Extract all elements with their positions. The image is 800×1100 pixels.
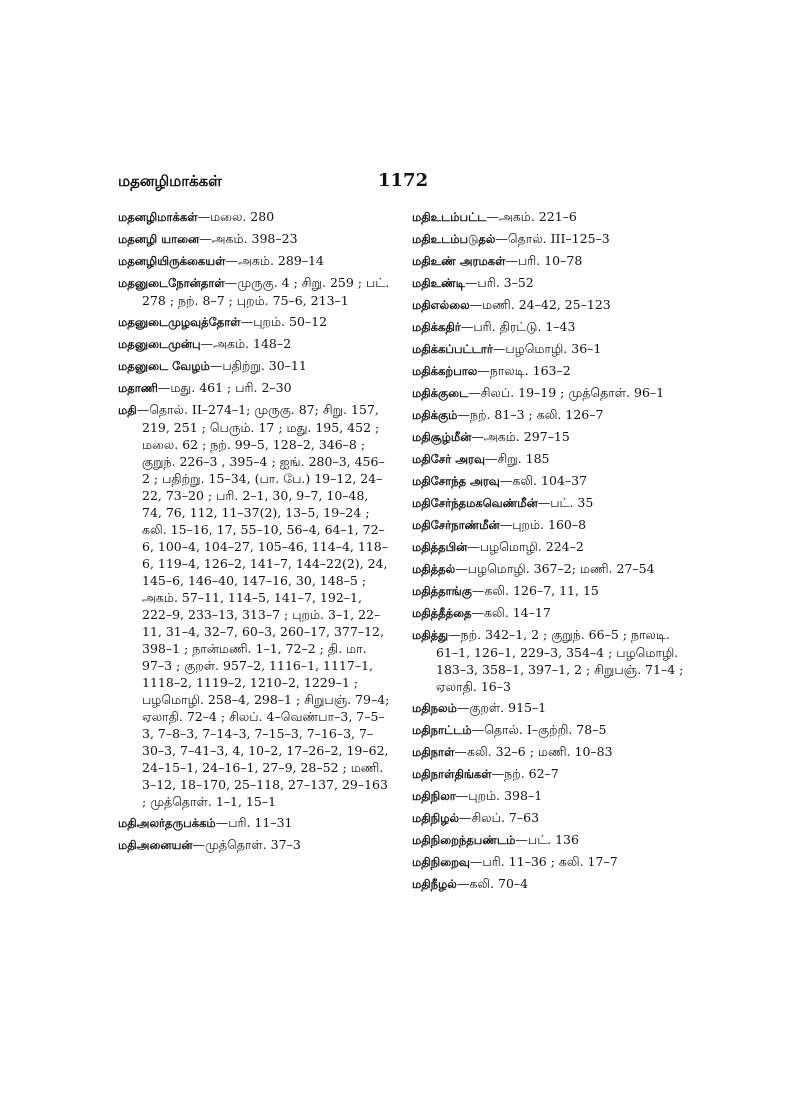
entry-references: —பரி. 3–52 bbox=[464, 275, 534, 290]
index-entry bbox=[412, 296, 687, 314]
index-entry bbox=[412, 721, 687, 739]
index-entry bbox=[412, 318, 687, 336]
index-entry bbox=[412, 699, 687, 717]
index-entry bbox=[118, 274, 390, 309]
entry-references: —கலி. 14–17 bbox=[471, 605, 551, 620]
index-entry bbox=[412, 743, 687, 761]
entry-references: —முத்தொள். 37–3 bbox=[192, 837, 301, 852]
entry-references: —கலி. 104–37 bbox=[499, 473, 588, 488]
entry-references: —பட். 35 bbox=[537, 495, 594, 510]
entry-headword: மதனழிமாக்கள் bbox=[118, 210, 198, 224]
index-entry bbox=[412, 560, 687, 578]
entry-references: —அகம். 398–23 bbox=[199, 231, 298, 246]
entry-references: —புறம். 398–1 bbox=[455, 788, 543, 803]
entry-references: —கலி. 32–6 ; மணி. 10–83 bbox=[454, 744, 613, 759]
entry-references: —மலை. 280 bbox=[197, 209, 275, 224]
entry-references: —பரி. 10–78 bbox=[505, 253, 583, 268]
entry-references: —சிறு. 185 bbox=[484, 451, 550, 466]
index-entry bbox=[412, 809, 687, 827]
entry-headword: மதித்தல் bbox=[412, 562, 456, 576]
entry-headword: மதித்தபின் bbox=[412, 540, 468, 554]
index-entry bbox=[412, 516, 687, 534]
index-entry bbox=[118, 208, 390, 226]
running-head: மதனழிமாக்கள் bbox=[118, 172, 222, 190]
entry-headword: மதிஎல்லை bbox=[412, 298, 470, 312]
entry-headword: மதிநிழல் bbox=[412, 811, 459, 825]
index-entry bbox=[412, 274, 687, 292]
entry-references: —கலி. 70–4 bbox=[456, 876, 529, 891]
entry-references: —கலி. 126–7, 11, 15 bbox=[471, 583, 599, 598]
left-column bbox=[118, 208, 390, 858]
right-column bbox=[412, 208, 687, 897]
entry-headword: மதிசூழ்மீன் bbox=[412, 430, 472, 444]
entry-headword: மதிசேர்நாண்மீன் bbox=[412, 518, 500, 532]
entry-references: —நற். 62–7 bbox=[491, 766, 559, 781]
entry-headword: மதிஅலர்தருபக்கம் bbox=[118, 816, 216, 830]
entry-references: —அகம். 221–6 bbox=[486, 209, 577, 224]
entry-references: —குறள். 915–1 bbox=[456, 700, 547, 715]
index-entry bbox=[118, 836, 390, 854]
entry-headword: மதிஅனையன் bbox=[118, 838, 193, 852]
index-entry bbox=[412, 604, 687, 622]
entry-headword: மதிசேர் அரவு bbox=[412, 452, 485, 466]
index-entry bbox=[412, 626, 687, 695]
entry-references: —பழமொழி. 224–2 bbox=[467, 539, 584, 554]
index-entry bbox=[118, 379, 390, 397]
entry-references: —சிலப். 19–19 ; முத்தொள். 96–1 bbox=[468, 385, 665, 400]
entry-references: —நாலடி. 163–2 bbox=[477, 363, 571, 378]
index-entry bbox=[118, 357, 390, 375]
index-entry bbox=[412, 494, 687, 512]
entry-headword: மதனுடைநோன்தாள் bbox=[118, 276, 225, 290]
index-entry bbox=[412, 853, 687, 871]
entry-headword: மதனுடை வேழம் bbox=[118, 359, 210, 373]
index-entry bbox=[412, 538, 687, 556]
entry-headword: மதிக்கதிர் bbox=[412, 320, 461, 334]
entry-references: —நற். 342–1, 2 ; குறுந். 66–5 ; நாலடி. 61–1, 126–1, 229–3, 354–4 ; பழமொழி. 183–3, 358–1, 397–1, 2 ; சிறுபஞ். 71–4 ; ஏலாதி. 16–3 bbox=[436, 627, 684, 694]
entry-references: —பழமொழி. 367–2; மணி. 27–54 bbox=[455, 561, 655, 576]
index-entry bbox=[412, 582, 687, 600]
entry-headword: மதி bbox=[118, 403, 137, 417]
index-entry bbox=[118, 814, 390, 832]
index-entry bbox=[118, 313, 390, 331]
entry-headword: மதிஉடம்பட்ட bbox=[412, 210, 487, 224]
index-entry bbox=[412, 406, 687, 424]
entry-headword: மதித்தாங்கு bbox=[412, 584, 472, 598]
entry-headword: மதிநலம் bbox=[412, 701, 457, 715]
entry-headword: மதிநிலா bbox=[412, 789, 456, 803]
entry-headword: மதிக்கற்பால bbox=[412, 364, 478, 378]
index-entry bbox=[412, 831, 687, 849]
entry-references: —சிலப். 7–63 bbox=[459, 810, 540, 825]
index-entry bbox=[118, 252, 390, 270]
index-entry bbox=[412, 230, 687, 248]
entry-references: —நற். 81–3 ; கலி. 126–7 bbox=[457, 407, 604, 422]
index-entry bbox=[412, 450, 687, 468]
index-entry bbox=[412, 252, 687, 270]
entry-headword: மதிநிறைவு bbox=[412, 855, 470, 869]
entry-references: —பரி. 11–36 ; கலி. 17–7 bbox=[469, 854, 618, 869]
index-entry bbox=[412, 208, 687, 226]
entry-headword: மதனழி யானை bbox=[118, 232, 200, 246]
entry-headword: மதனுடைமுழவுத்தோள் bbox=[118, 315, 241, 329]
entry-references: —முருகு. 4 ; சிறு. 259 ; பட். 278 ; நற். 8–7 ; புறம். 75–6, 213–1 bbox=[142, 275, 390, 308]
page-number: 1172 bbox=[378, 170, 429, 191]
index-entry bbox=[412, 765, 687, 783]
index-entry bbox=[412, 384, 687, 402]
entry-headword: மதிசேர்ந்தமகவெண்மீன் bbox=[412, 496, 538, 510]
entry-headword: மதிநாட்டம் bbox=[412, 723, 472, 737]
entry-headword: மதிக்கும் bbox=[412, 408, 458, 422]
entry-headword: மதனுடைமுன்பு bbox=[118, 337, 201, 351]
entry-headword: மதிசோந்த அரவு bbox=[412, 474, 500, 488]
entry-references: —புறம். 50–12 bbox=[240, 314, 328, 329]
entry-headword: மதிஉண்டி bbox=[412, 276, 465, 290]
index-entry bbox=[412, 472, 687, 490]
entry-headword: மதாணி bbox=[118, 381, 158, 395]
entry-references: —புறம். 160–8 bbox=[499, 517, 587, 532]
entry-headword: மதிஉண் அரமகள் bbox=[412, 254, 506, 268]
index-entry bbox=[412, 875, 687, 893]
entry-headword: மதிநாள்திங்கள் bbox=[412, 767, 492, 781]
entry-references: —அகம். 289–14 bbox=[225, 253, 324, 268]
index-entry bbox=[118, 335, 390, 353]
entry-headword: மதித்தீத்தை bbox=[412, 606, 472, 620]
entry-headword: மதிஉடம்படுதல் bbox=[412, 232, 496, 246]
index-entry bbox=[118, 401, 390, 810]
entry-references: —பழமொழி. 36–1 bbox=[492, 341, 602, 356]
entry-headword: மதிக்குடை bbox=[412, 386, 469, 400]
entry-references: —அகம். 148–2 bbox=[200, 336, 292, 351]
entry-headword: மதிக்கப்பட்டார் bbox=[412, 342, 493, 356]
entry-references: —பரி. திரட்டு. 1–43 bbox=[460, 319, 576, 334]
entry-references: —தொல். III–125–3 bbox=[495, 231, 610, 246]
entry-headword: மதனழியிருக்கையள் bbox=[118, 254, 226, 268]
index-entry bbox=[412, 362, 687, 380]
index-entry bbox=[118, 230, 390, 248]
entry-references: —பரி. 11–31 bbox=[215, 815, 293, 830]
index-entry bbox=[412, 340, 687, 358]
index-entry bbox=[412, 787, 687, 805]
entry-headword: மதித்து bbox=[412, 628, 449, 642]
entry-headword: மதிநிறைந்தபண்டம் bbox=[412, 833, 516, 847]
entry-references: —மணி. 24–42, 25–123 bbox=[469, 297, 611, 312]
entry-headword: மதிநீழல் bbox=[412, 877, 457, 891]
entry-references: —தொல். II–274–1; முருகு. 87; சிறு. 157, 219, 251 ; பெரும். 17 ; மது. 195, 452 ; மலை. 62 ; நற். 99–5, 128–2, 346–8 ; குறுந். 226–3 , 395–4 ; ஐங். 280–3, 456–2 ; பதிற்று. 15–34, (பா. பே.) 19–12, 24–22, 73–20 ; பரி. 2–1, 30, 9–7, 10–48, 74, 76, 112, 11–37(2), 13–5, 19–24 ; கலி. 15–16, 17, 55–10, 56–4, 64–1, 72–6, 100–4, 104–27, 105–46, 114–4, 118–6, 119–4, 126–2, 141–7, 144–22(2), 24, 145–6, 146–40, 147–16, 30, 148–5 ; அகம். 57–11, 114–5, 141–7, 192–1, 222–9, 233–13, 313–7 ; புறம். 3–1, 22–11, 31–4, 32–7, 60–3, 260–17, 377–12, 398–1 ; நான்மணி. 1–1, 72–2 ; தி. மா. 97–3 ; குறள். 957–2, 1116–1, 1117–1, 1118–2, 1119–2, 1210–2, 1229–1 ; பழமொழி. 258–4, 298–1 ; சிறுபஞ். 79–4; ஏலாதி. 72–4 ; சிலப். 4–வெண்பா–3, 7–5–3, 7–8–3, 7–14–3, 7–15–3, 7–16–3, 7–30–3, 7–41–3, 4, 10–2, 17–26–2, 19–62, 24–15–1, 24–16–1, 27–9, 28–52 ; மணி. 3–12, 18–170, 25–118, 27–137, 29–163 ; முத்தொள். 1–1, 15–1 bbox=[136, 402, 390, 809]
entry-references: —பதிற்று. 30–11 bbox=[209, 358, 307, 373]
entry-references: —பட். 136 bbox=[515, 832, 579, 847]
entry-references: —மது. 461 ; பரி. 2–30 bbox=[157, 380, 292, 395]
entry-references: —அகம். 297–15 bbox=[471, 429, 570, 444]
entry-references: —தொல். I–குற்றி. 78–5 bbox=[471, 722, 607, 737]
index-entry bbox=[412, 428, 687, 446]
entry-headword: மதிநாள் bbox=[412, 745, 455, 759]
